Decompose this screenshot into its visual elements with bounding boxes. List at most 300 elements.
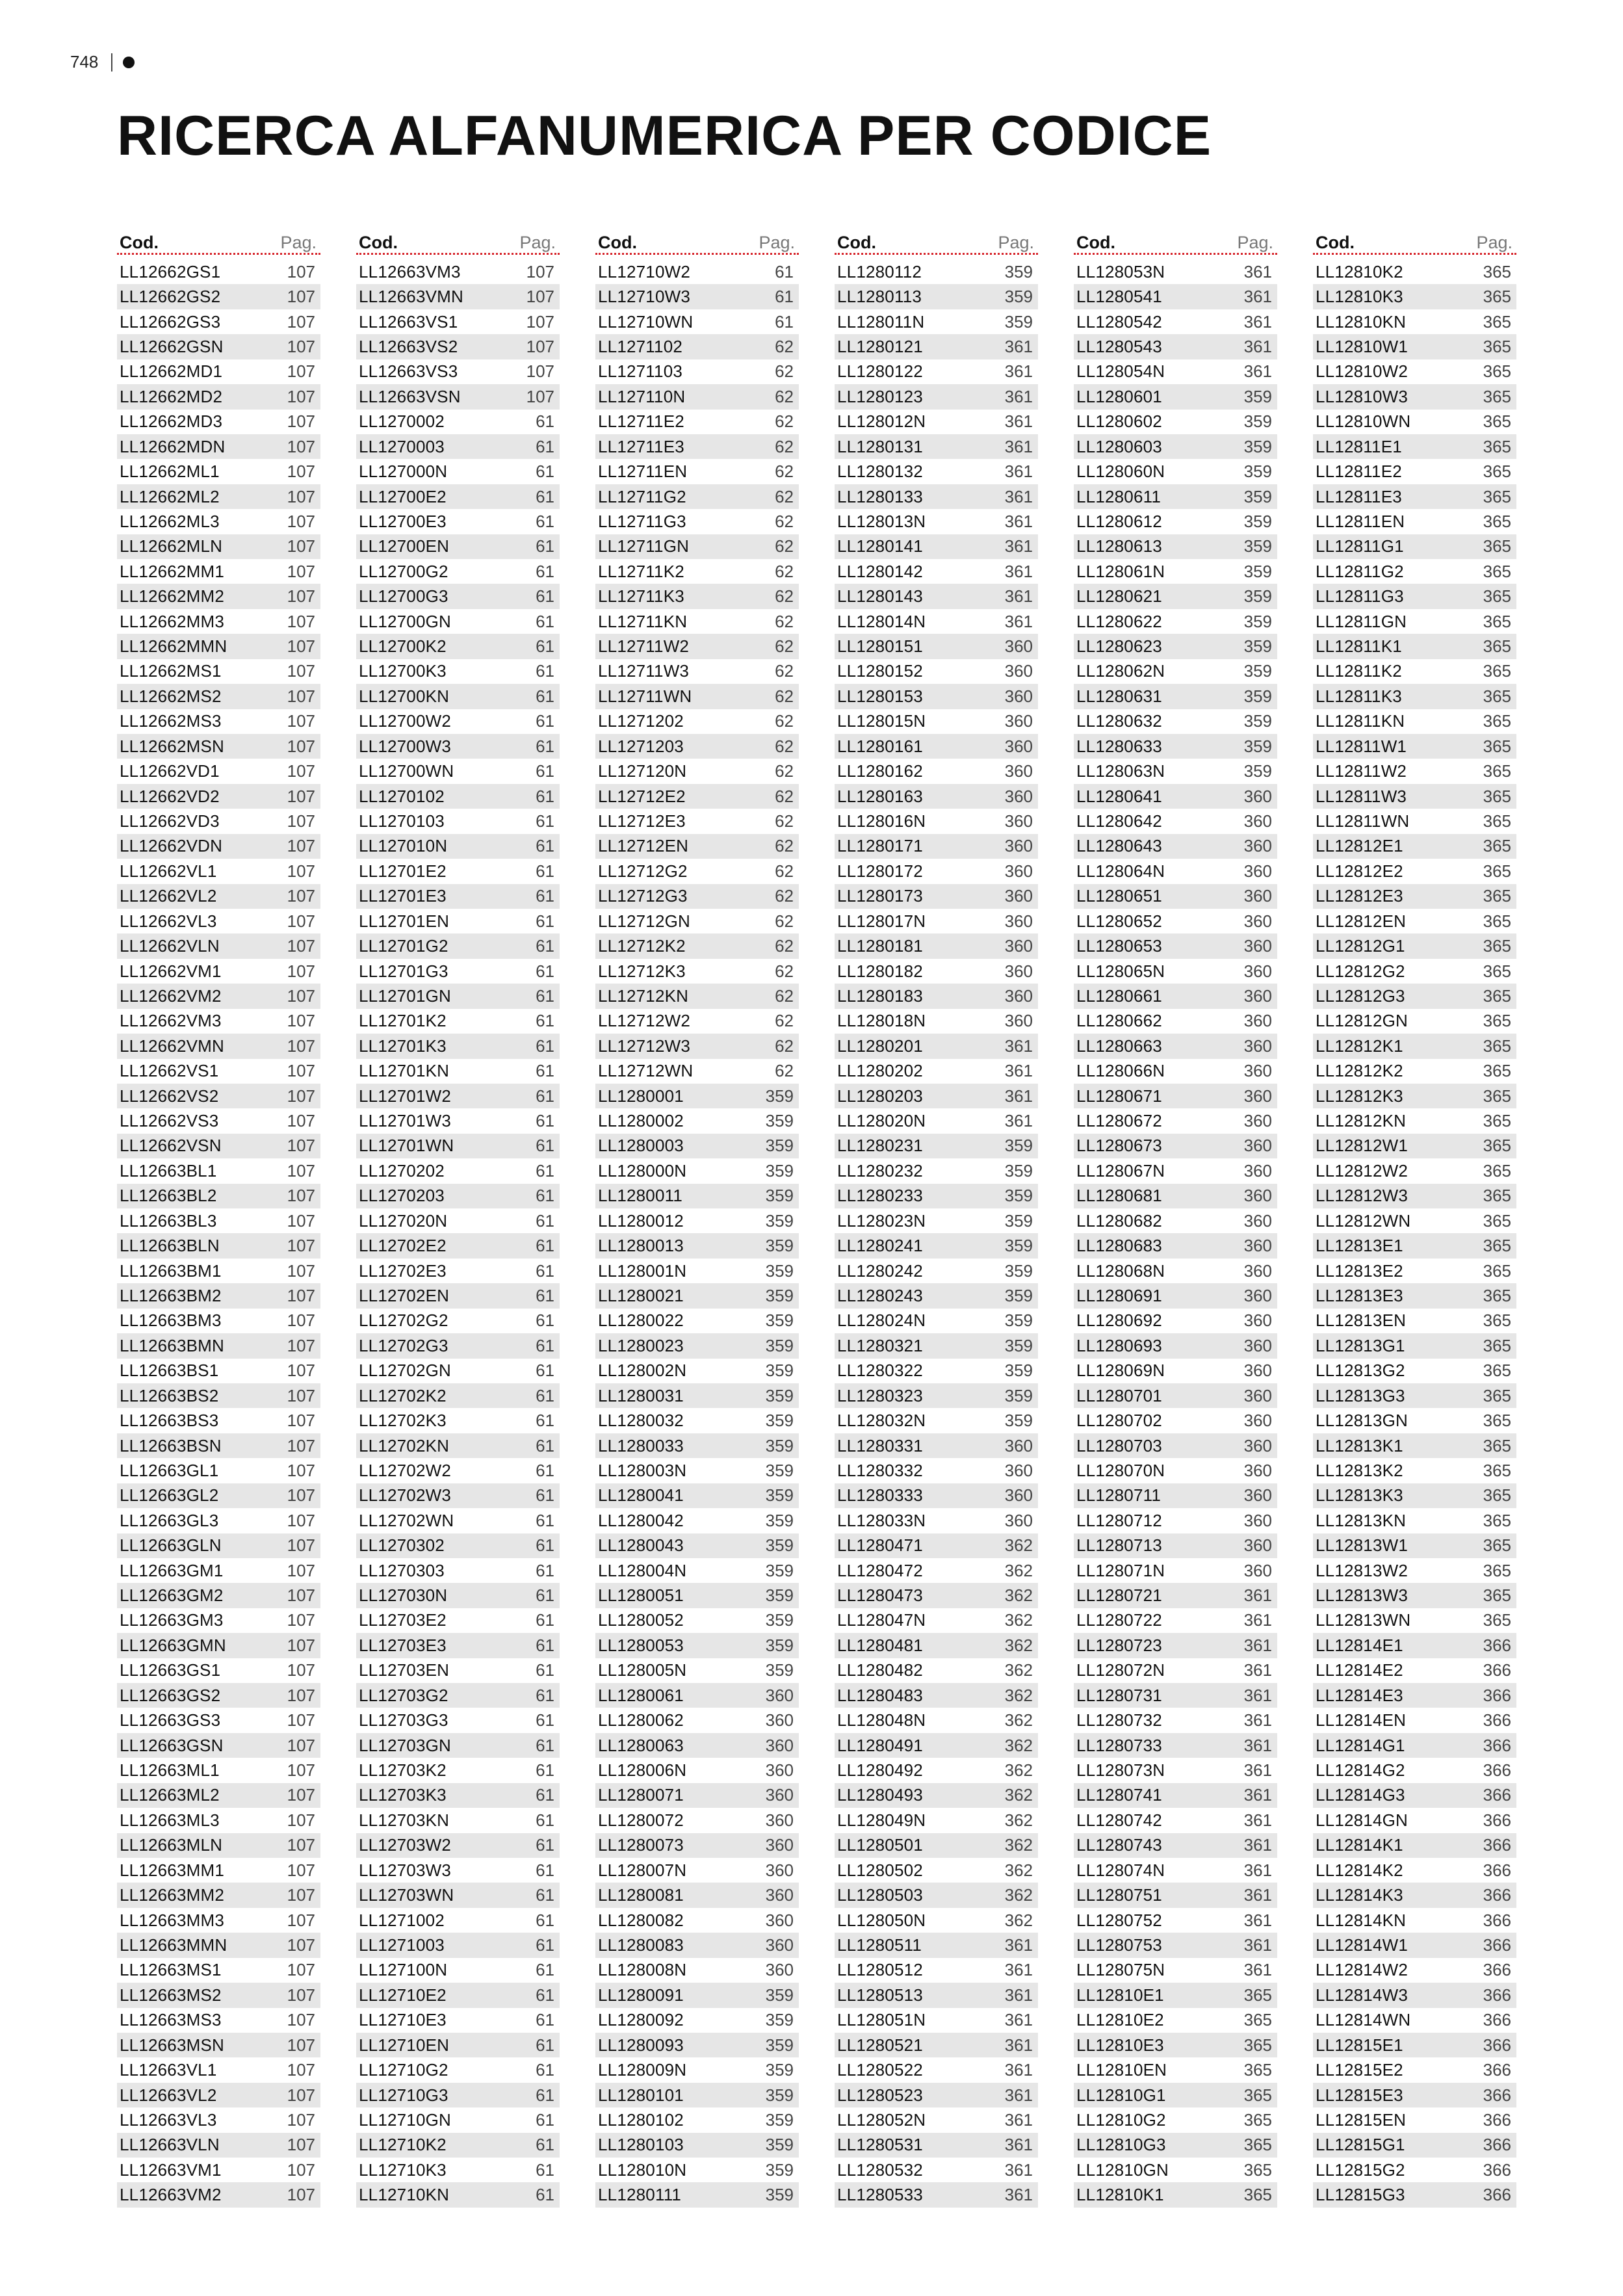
- table-row: [595, 984, 799, 1008]
- table-row: [1313, 1108, 1516, 1133]
- table-row: [1074, 933, 1277, 958]
- table-row: [1313, 1958, 1516, 1983]
- product-code: LL1280651: [1076, 886, 1162, 906]
- product-code: LL1280482: [837, 1660, 923, 1680]
- table-row: [117, 1009, 320, 1034]
- table-row: [1074, 2083, 1277, 2107]
- product-code: LL12663VS2: [359, 336, 458, 356]
- page-number: 748: [70, 52, 99, 72]
- page-reference: 107: [287, 561, 315, 581]
- product-code: LL128006N: [598, 1760, 687, 1781]
- table-row: [1313, 1333, 1516, 1358]
- table-row: [356, 1858, 560, 1883]
- page-reference: 61: [536, 661, 554, 681]
- product-code: LL12703K3: [359, 1785, 447, 1805]
- product-code: LL1280002: [598, 1111, 684, 1131]
- table-row: [117, 2182, 320, 2207]
- page-reference: 61: [536, 411, 554, 432]
- table-row: [356, 1608, 560, 1633]
- page-reference: 359: [1004, 287, 1033, 307]
- table-row: [595, 1933, 799, 1957]
- product-code: LL12710G3: [359, 2085, 448, 2105]
- product-code: LL12712G2: [598, 861, 688, 881]
- table-row: [1074, 2033, 1277, 2057]
- product-code: LL12810KN: [1316, 311, 1407, 332]
- product-code: LL12814WN: [1316, 2010, 1411, 2030]
- page-reference: 361: [1004, 1061, 1033, 1081]
- product-code: LL1280023: [598, 1335, 684, 1355]
- product-code: LL1280173: [837, 886, 923, 906]
- product-code: LL12702KN: [359, 1435, 450, 1455]
- page-reference: 365: [1483, 611, 1511, 631]
- page-reference: 365: [1483, 1136, 1511, 1156]
- table-row: [356, 909, 560, 933]
- table-row: [356, 2158, 560, 2182]
- page-reference: 360: [1243, 1061, 1272, 1081]
- table-row: [1313, 1883, 1516, 1907]
- product-code: LL12712W2: [598, 1011, 691, 1031]
- page-reference: 361: [1243, 1835, 1272, 1855]
- table-row: [356, 1733, 560, 1758]
- page-reference: 365: [1483, 1036, 1511, 1056]
- table-row: [835, 2033, 1038, 2057]
- table-row: [356, 1508, 560, 1533]
- table-row: [1074, 909, 1277, 933]
- table-row: [835, 584, 1038, 608]
- page-reference: 366: [1483, 2085, 1511, 2105]
- page-reference: 359: [1243, 486, 1272, 506]
- product-code: LL1271203: [598, 736, 684, 756]
- table-row: [117, 359, 320, 384]
- column-header-code: Cod.: [359, 233, 398, 252]
- index-column: [1074, 224, 1277, 2208]
- product-code: LL1280031: [598, 1385, 684, 1405]
- product-code: LL128001N: [598, 1260, 687, 1281]
- table-row: [117, 1633, 320, 1658]
- page-header: [70, 52, 135, 72]
- page-reference: 107: [287, 2010, 315, 2030]
- table-row: [356, 984, 560, 1008]
- product-code: LL12663MSN: [120, 2035, 224, 2055]
- page-reference: 107: [287, 1335, 315, 1355]
- page-reference: 361: [1004, 1036, 1033, 1056]
- table-row: [117, 809, 320, 833]
- index-column: [835, 224, 1038, 2208]
- table-row: [117, 1983, 320, 2007]
- page-reference: 62: [775, 711, 794, 731]
- product-code: LL1280733: [1076, 1735, 1162, 1755]
- page-reference: 362: [1004, 1610, 1033, 1630]
- product-code: LL12662VL2: [120, 886, 217, 906]
- page-reference: 362: [1004, 1785, 1033, 1805]
- table-row: [356, 1708, 560, 1732]
- product-code: LL12703WN: [359, 1885, 454, 1905]
- table-row: [595, 1758, 799, 1782]
- page-reference: 365: [1483, 1111, 1511, 1131]
- page-reference: 365: [1483, 936, 1511, 956]
- table-row: [595, 609, 799, 634]
- product-code: LL12663GM3: [120, 1610, 224, 1630]
- product-code: LL12662GS1: [120, 261, 221, 281]
- table-row: [356, 709, 560, 734]
- table-row: [356, 1758, 560, 1782]
- table-row: [1313, 959, 1516, 984]
- table-row: [595, 459, 799, 484]
- page-reference: 365: [1483, 1585, 1511, 1606]
- table-row: [1074, 1009, 1277, 1034]
- table-row: [835, 634, 1038, 659]
- product-code: LL128009N: [598, 2060, 687, 2080]
- product-code: LL128012N: [837, 411, 926, 432]
- page-reference: 61: [536, 1910, 554, 1930]
- product-code: LL1280682: [1076, 1210, 1162, 1231]
- table-row: [595, 1708, 799, 1732]
- product-code: LL128016N: [837, 811, 926, 831]
- page-reference: 61: [775, 261, 794, 281]
- product-code: LL1280122: [837, 361, 923, 382]
- page-reference: 362: [1004, 1885, 1033, 1905]
- product-code: LL1280701: [1076, 1385, 1162, 1405]
- product-code: LL12711W3: [598, 661, 690, 681]
- page-reference: 107: [287, 2085, 315, 2105]
- product-code: LL1280121: [837, 336, 923, 356]
- page-reference: 61: [536, 1311, 554, 1331]
- table-row: [595, 859, 799, 883]
- product-code: LL1280162: [837, 761, 923, 781]
- page-reference: 359: [765, 1236, 794, 1256]
- page-reference: 362: [1004, 1635, 1033, 1655]
- table-row: [595, 434, 799, 459]
- table-row: [835, 809, 1038, 833]
- product-code: LL1280152: [837, 661, 923, 681]
- table-row: [835, 2133, 1038, 2158]
- table-row: [835, 1034, 1038, 1058]
- product-code: LL12702E3: [359, 1260, 447, 1281]
- table-row: [595, 709, 799, 734]
- page-reference: 107: [287, 1011, 315, 1031]
- table-row: [1313, 1508, 1516, 1533]
- product-code: LL12701W3: [359, 1111, 452, 1131]
- page-reference: 107: [287, 287, 315, 307]
- table-row: [117, 634, 320, 659]
- table-row: [117, 1433, 320, 1458]
- page-reference: 359: [1004, 1260, 1033, 1281]
- table-row: [835, 1009, 1038, 1034]
- page-reference: 61: [536, 1585, 554, 1606]
- page-reference: 61: [536, 1685, 554, 1705]
- product-code: LL12812KN: [1316, 1111, 1407, 1131]
- product-code: LL12663MS2: [120, 1985, 222, 2005]
- product-code: LL12701E3: [359, 886, 447, 906]
- table-row: [356, 309, 560, 334]
- table-row: [1074, 559, 1277, 584]
- product-code: LL12662VL3: [120, 911, 217, 931]
- page-reference: 360: [1243, 1111, 1272, 1131]
- product-code: LL12663VS1: [359, 311, 458, 332]
- page-reference: 359: [765, 1510, 794, 1530]
- table-row: [117, 659, 320, 684]
- product-code: LL12812GN: [1316, 1011, 1409, 1031]
- product-code: LL12663MMN: [120, 1935, 227, 1955]
- page-reference: 365: [1483, 1011, 1511, 1031]
- page-reference: 365: [1483, 1160, 1511, 1181]
- page-reference: 365: [1483, 1286, 1511, 1305]
- table-row: [117, 1134, 320, 1158]
- product-code: LL12810G3: [1076, 2135, 1166, 2155]
- column-header: [835, 224, 1038, 255]
- table-row: [356, 2107, 560, 2132]
- product-code: LL1280071: [598, 1785, 684, 1805]
- product-code: LL12701G3: [359, 961, 448, 981]
- table-row: [835, 1783, 1038, 1808]
- page-reference: 360: [1004, 686, 1033, 706]
- product-code: LL12711WN: [598, 686, 692, 706]
- product-code: LL12700KN: [359, 686, 450, 706]
- product-code: LL12811G1: [1316, 536, 1404, 556]
- page-reference: 365: [1483, 661, 1511, 681]
- table-row: [1074, 1508, 1277, 1533]
- table-row: [835, 1558, 1038, 1583]
- page-reference: 61: [536, 761, 554, 781]
- table-row: [835, 359, 1038, 384]
- page-reference: 360: [1004, 786, 1033, 806]
- page-reference: 359: [765, 1985, 794, 2005]
- table-row: [1313, 334, 1516, 359]
- table-row: [1313, 709, 1516, 734]
- table-row: [117, 1383, 320, 1408]
- page-reference: 360: [1243, 985, 1272, 1006]
- table-row: [1074, 410, 1277, 434]
- product-code: LL12663BSN: [120, 1435, 222, 1455]
- product-code: LL12662VS2: [120, 1086, 219, 1106]
- table-row: [595, 1208, 799, 1233]
- table-row: [356, 734, 560, 759]
- page-reference: 359: [765, 1610, 794, 1630]
- page-reference: 61: [536, 1086, 554, 1106]
- product-code: LL12811G2: [1316, 561, 1404, 581]
- product-code: LL1280081: [598, 1885, 684, 1905]
- product-code: LL1270102: [359, 786, 445, 806]
- page-reference: 61: [536, 1186, 554, 1206]
- product-code: LL12700E3: [359, 511, 447, 531]
- page-reference: 361: [1243, 1635, 1272, 1655]
- product-code: LL1280681: [1076, 1186, 1162, 1206]
- product-code: LL1280621: [1076, 586, 1162, 607]
- table-row: [1074, 709, 1277, 734]
- page-reference: 365: [1483, 536, 1511, 556]
- table-row: [835, 884, 1038, 909]
- product-code: LL1280003: [598, 1136, 684, 1156]
- table-row: [1313, 2057, 1516, 2082]
- table-row: [117, 1583, 320, 1608]
- page-reference: 61: [536, 811, 554, 831]
- table-row: [1313, 359, 1516, 384]
- table-row: [117, 1733, 320, 1758]
- page-reference: 61: [536, 1535, 554, 1556]
- product-code: LL12712E3: [598, 811, 686, 831]
- product-code: LL12663BM2: [120, 1286, 222, 1305]
- product-code: LL12702W2: [359, 1460, 452, 1480]
- table-row: [1074, 784, 1277, 809]
- product-code: LL1280633: [1076, 736, 1162, 756]
- page-reference: 361: [1004, 336, 1033, 356]
- product-code: LL12663BS2: [120, 1385, 219, 1405]
- table-row: [1313, 1783, 1516, 1808]
- product-code: LL1280123: [837, 386, 923, 406]
- product-code: LL128061N: [1076, 561, 1165, 581]
- table-row: [356, 1558, 560, 1583]
- product-code: LL12663BMN: [120, 1335, 224, 1355]
- column-header: [117, 224, 320, 255]
- page-reference: 107: [287, 536, 315, 556]
- table-row: [835, 1958, 1038, 1983]
- page-reference: 359: [765, 1210, 794, 1231]
- table-row: [1313, 684, 1516, 709]
- product-code: LL12703GN: [359, 1735, 452, 1755]
- table-row: [117, 1259, 320, 1283]
- page-reference: 61: [536, 1011, 554, 1031]
- page-reference: 62: [775, 911, 794, 931]
- product-code: LL1280542: [1076, 311, 1162, 332]
- column-header: [356, 224, 560, 255]
- product-code: LL1280711: [1076, 1485, 1162, 1506]
- page-reference: 360: [1243, 861, 1272, 881]
- column-header-code: Cod.: [1316, 233, 1355, 252]
- page-reference: 61: [536, 1860, 554, 1880]
- product-code: LL1280053: [598, 1635, 684, 1655]
- table-row: [835, 1259, 1038, 1283]
- table-row: [595, 2107, 799, 2132]
- column-header-code: Cod.: [837, 233, 876, 252]
- product-code: LL128005N: [598, 1660, 687, 1680]
- page-reference: 365: [1483, 261, 1511, 281]
- product-code: LL1280333: [837, 1485, 923, 1506]
- bullet-dot-icon: [123, 57, 135, 68]
- product-code: LL1280232: [837, 1160, 923, 1181]
- product-code: LL1280623: [1076, 636, 1162, 657]
- page-reference: 359: [765, 2185, 794, 2205]
- page-title: RICERCA ALFANUMERICA PER CODICE: [117, 105, 1212, 167]
- product-code: LL1280091: [598, 1985, 684, 2005]
- product-code: LL1280712: [1076, 1510, 1162, 1530]
- page-reference: 61: [536, 786, 554, 806]
- product-code: LL1280151: [837, 636, 923, 657]
- page-reference: 361: [1004, 611, 1033, 631]
- page-reference: 107: [287, 1086, 315, 1106]
- product-code: LL12810W3: [1316, 386, 1409, 406]
- product-code: LL12662VM1: [120, 961, 222, 981]
- product-code: LL1280203: [837, 1086, 923, 1106]
- product-code: LL12662MMN: [120, 636, 227, 657]
- product-code: LL12703KN: [359, 1810, 450, 1830]
- table-row: [1074, 2158, 1277, 2182]
- table-row: [117, 2158, 320, 2182]
- table-row: [356, 534, 560, 559]
- table-row: [595, 959, 799, 984]
- table-row: [1313, 1933, 1516, 1957]
- product-code: LL128011N: [837, 311, 925, 332]
- page-reference: 365: [1483, 836, 1511, 856]
- table-row: [1074, 734, 1277, 759]
- product-code: LL12700G2: [359, 561, 448, 581]
- page-reference: 360: [765, 1785, 794, 1805]
- page-reference: 361: [1004, 2085, 1033, 2105]
- page-reference: 62: [775, 786, 794, 806]
- page-reference: 361: [1004, 586, 1033, 607]
- table-row: [595, 1658, 799, 1683]
- table-row: [595, 1833, 799, 1858]
- product-code: LL12703EN: [359, 1660, 450, 1680]
- column-header: [1074, 224, 1277, 255]
- product-code: LL12710KN: [359, 2185, 450, 2205]
- page-reference: 362: [1004, 1585, 1033, 1606]
- page-reference: 359: [1243, 711, 1272, 731]
- table-row: [1074, 2182, 1277, 2207]
- table-row: [1074, 1808, 1277, 1833]
- product-code: LL12812WN: [1316, 1210, 1411, 1231]
- page-reference: 360: [1243, 1411, 1272, 1431]
- table-row: [835, 933, 1038, 958]
- product-code: LL1280332: [837, 1460, 923, 1480]
- page-reference: 107: [287, 1510, 315, 1530]
- page-reference: 360: [1004, 911, 1033, 931]
- table-row: [1074, 434, 1277, 459]
- table-row: [356, 1309, 560, 1333]
- product-code: LL12663VL1: [120, 2060, 217, 2080]
- product-code: LL12812W1: [1316, 1136, 1409, 1156]
- product-code: LL1280691: [1076, 1286, 1162, 1305]
- product-code: LL1280641: [1076, 786, 1162, 806]
- table-row: [1313, 459, 1516, 484]
- product-code: LL127000N: [359, 462, 448, 482]
- page-reference: 365: [1483, 1086, 1511, 1106]
- page-reference: 361: [1004, 436, 1033, 456]
- table-row: [835, 1983, 1038, 2007]
- product-code: LL128020N: [837, 1111, 926, 1131]
- page-reference: 361: [1243, 1885, 1272, 1905]
- page-reference: 61: [536, 1935, 554, 1955]
- page-reference: 360: [1243, 1186, 1272, 1206]
- table-row: [595, 1108, 799, 1133]
- table-row: [835, 984, 1038, 1008]
- page-reference: 61: [536, 886, 554, 906]
- product-code: LL12812E3: [1316, 886, 1403, 906]
- page-reference: 107: [287, 661, 315, 681]
- product-code: LL12662VSN: [120, 1136, 222, 1156]
- product-code: LL12662MM1: [120, 561, 224, 581]
- table-row: [835, 684, 1038, 709]
- product-code: LL1271202: [598, 711, 684, 731]
- table-row: [1074, 1359, 1277, 1383]
- table-row: [595, 1383, 799, 1408]
- page-reference: 61: [536, 1111, 554, 1131]
- table-row: [1313, 1009, 1516, 1034]
- page-reference: 61: [536, 686, 554, 706]
- product-code: LL12662MS1: [120, 661, 222, 681]
- product-code: LL12811K1: [1316, 636, 1402, 657]
- product-code: LL12710EN: [359, 2035, 450, 2055]
- table-row: [117, 534, 320, 559]
- table-row: [356, 1633, 560, 1658]
- table-row: [595, 1958, 799, 1983]
- table-row: [1074, 1658, 1277, 1683]
- table-row: [117, 334, 320, 359]
- table-row: [1074, 1758, 1277, 1782]
- table-row: [595, 484, 799, 509]
- page-reference: 361: [1004, 1985, 1033, 2005]
- table-row: [356, 2133, 560, 2158]
- page-reference: 365: [1483, 1260, 1511, 1281]
